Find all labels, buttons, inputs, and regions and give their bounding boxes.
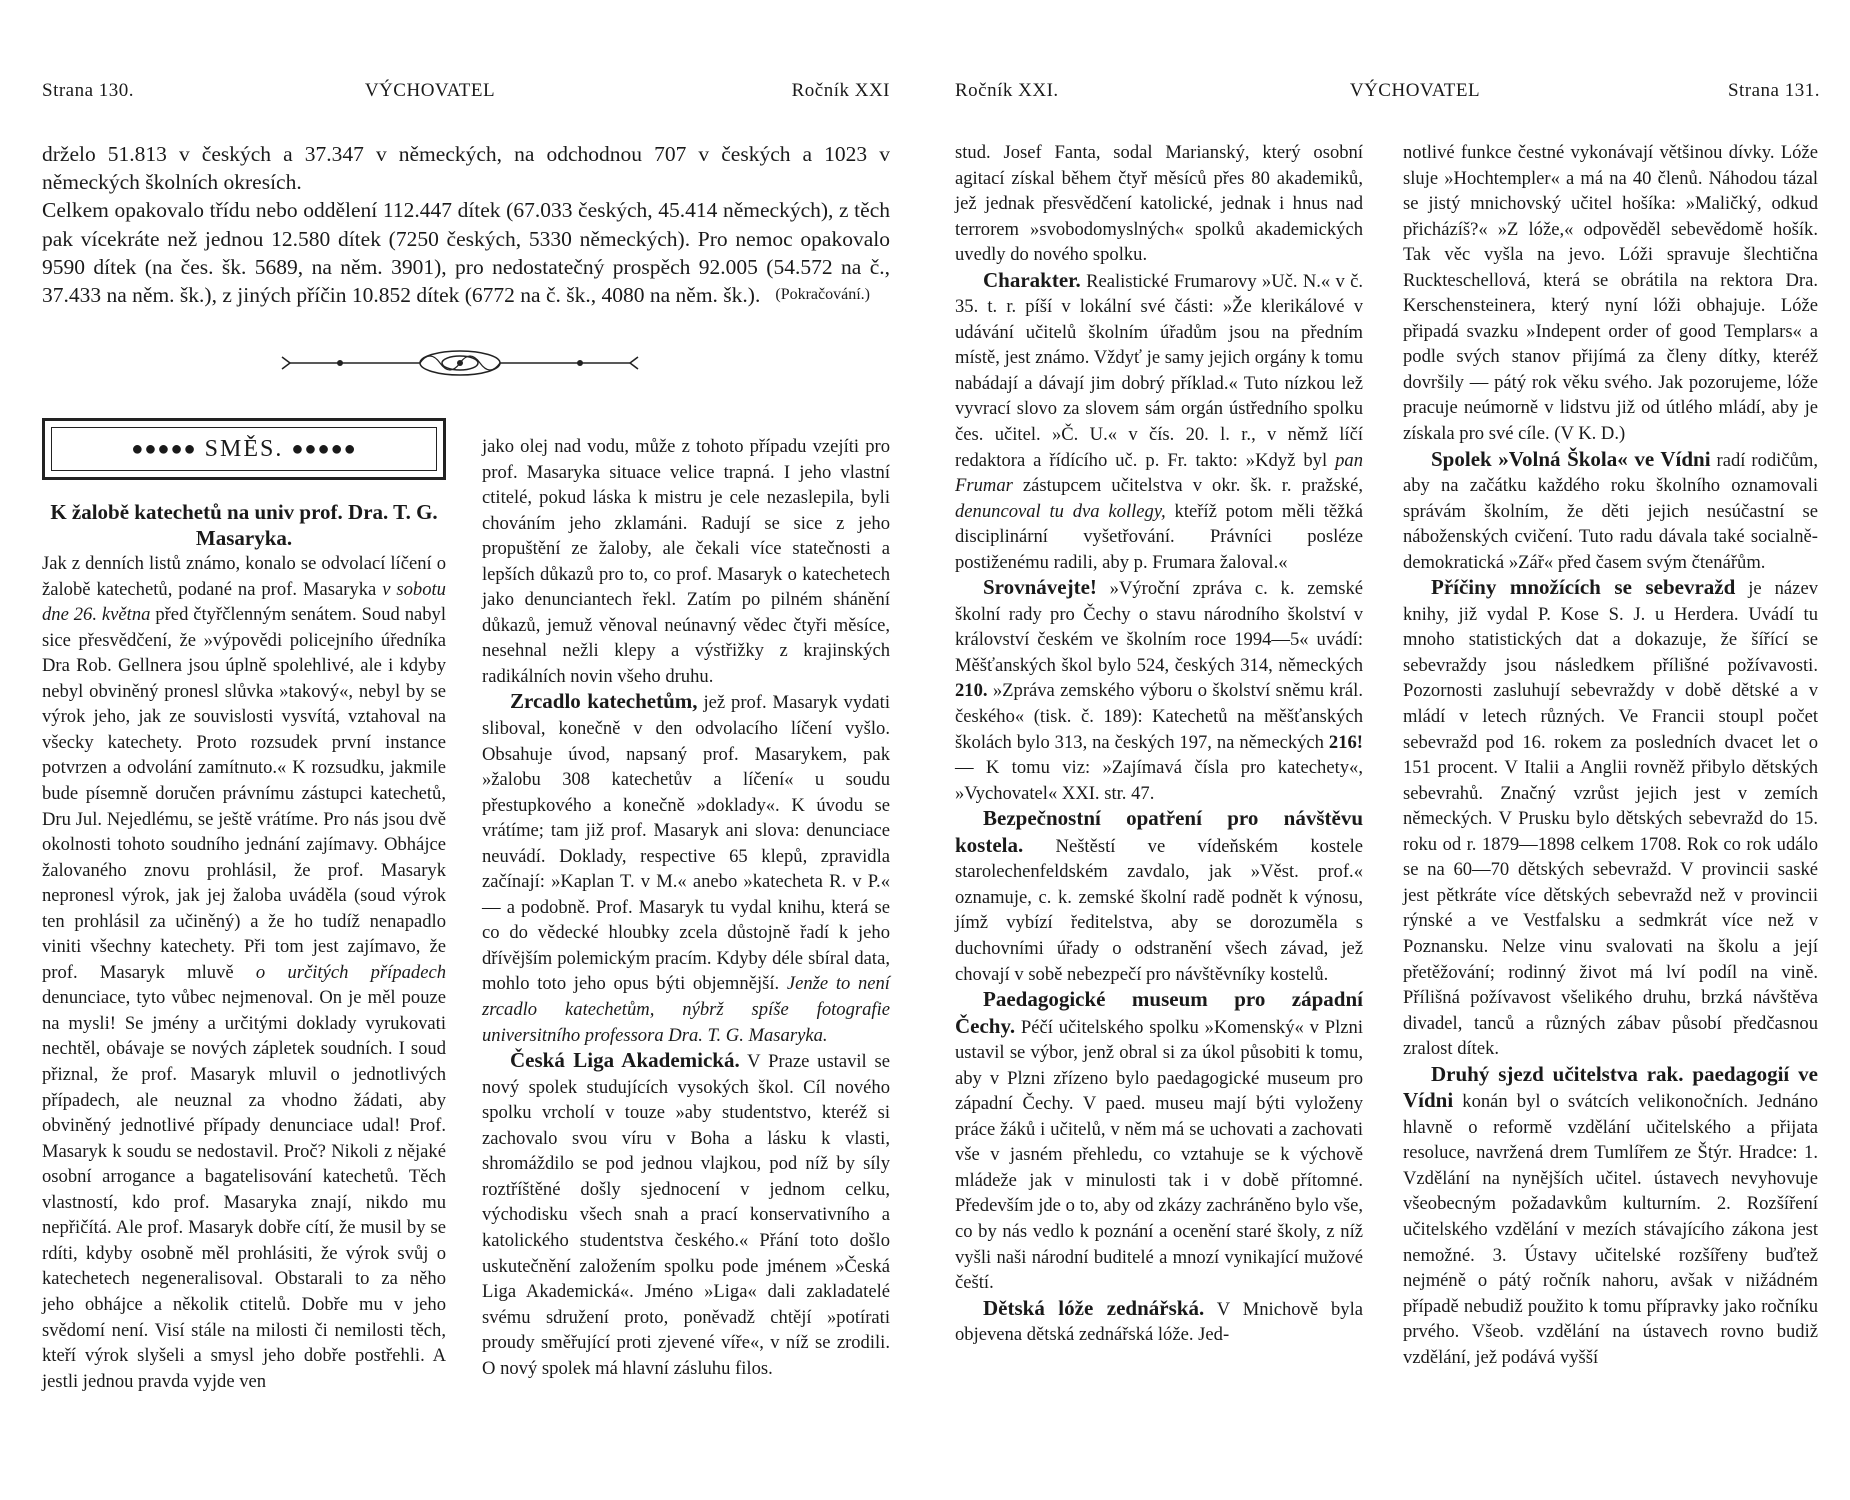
- right-column-2: [1403, 140, 1818, 1370]
- article-zrcadlo: [482, 689, 890, 1048]
- article-sjezd-heading: Druhý sjezd učitelstva rak. paedagogií ve Vídni: [1403, 1061, 1818, 1113]
- article-loze: [955, 1296, 1363, 1348]
- article-loze-heading: Dětská lóže zednářská.: [983, 1295, 1205, 1320]
- volume-right: Ročník XXI.: [955, 80, 1059, 101]
- article-sebevrazdy-text: je název knihy, již vydal P. Kose S. J. u Herdera. Uvádí tu mnoho statistických dat a dokazuje, že šířící se sebevraždy jsou následkem přílišné požívavosti. Pozornosti zasluhují sebevraždy v době dětské a v mládí v letech různých. Ve Francii stoupl počet sebevražd pod 16. rokem za posledních dvacet let o 151 procent. V Italii a Anglii rovněž přibylo dětských sebevrahů. Značný vzrůst jejich jest v zemích německých. V Prusku bylo dětských sebevražd do 15. roku od r. 1879—1898 celkem 1708. Rok co rok událo se na 60—70 dětských sebevražd. V provincii saské jest pětkráte více dětských sebevražd než v provincii rýnské a ve Vestfalsku a sedmkrát více než v Poznansku. Nelze vinu svalovati na školu a její přetěžování; rodinný život má lví podíl na vině. Přílišná požívavost všelikého druhu, brzká návštěva divadel, tanců a různých zábav působí předčasnou zralost dítek.: [1403, 578, 1818, 1060]
- article-masaryk-text-a: Jak z denních listů známo, konalo se odvolací líčení o žalobě katechetů, podané na prof. Masaryka: [42, 553, 446, 600]
- article-zrcadlo-heading: Zrcadlo katechetům,: [510, 689, 698, 714]
- article-liga-cont: stud. Josef Fanta, sodal Marianský, který osobní agitací získal během čtyř měsíců přes 80 akademiků, jež jednak přesvědčení katolické, jednak i hnus nad terrorem »svobodomyslných« spolků akademických uvedly do nového spolku.: [955, 142, 1363, 266]
- article-museum-text: Péčí učitelského spolku »Komenský« v Plzni ustavil se výbor, jenž obral si za úkol působiti k tomu, aby v Plzni zřízeno bylo paedagogické museum pro západní Čechy. V paed. museu mají býti vyloženy práce žáků i učitelů, v něm má se uchovati a zachovati vše v jasném přehledu, co vztahuje se k výchově mládeže jak v minulosti tak i v době přítomné. Především jde o to, aby od zkázy zachráněno bylo vše, co by nás vedlo k poznání a ocenění staré školy, z níž vyšli naši národní buditelé a mnozí vynikající mužové čeští.: [955, 1016, 1363, 1294]
- article-museum: [955, 987, 1363, 1296]
- journal-title-left: VÝCHOVATEL: [364, 80, 496, 101]
- top-paragraph-2: [42, 196, 890, 309]
- article-sjezd: [1403, 1062, 1818, 1371]
- article-masaryk-heading: K žalobě katechetů na univ prof. Dra. T. G. Masaryka.: [50, 500, 438, 550]
- left-column-1: [42, 500, 446, 1394]
- article-charakter-text-b: zástupcem učitelstva v okr. šk. r. pražské,: [1012, 475, 1363, 497]
- top-paragraph-2-text: Celkem opakovalo třídu nebo oddělení 112.447 dítek (67.033 českých, 45.414 německých), z těch pak vícekráte než jednou 12.580 dítek (7250 českých, 5330 německých). Pro nemoc opakovalo 9590 dítek (na čes. šk. 5689, na něm. 3901), pro nedostatečný prospěch 92.005 (54.572 na č., 37.433 na něm. šk.), z jiných příčin 10.852 dítek (6772 na č. šk., 4080 na něm. šk.).: [42, 198, 890, 308]
- number-210: 210.: [955, 680, 988, 702]
- article-liga-heading: Česká Liga Akademická.: [510, 1048, 740, 1073]
- article-sebevrazdy-heading: Příčiny množících se sebevražd: [1431, 575, 1736, 600]
- article-charakter: [955, 268, 1363, 576]
- journal-title-right: VÝCHOVATEL: [1349, 80, 1481, 101]
- smes-dots-right: ●●●●●: [291, 437, 357, 460]
- smes-inner: [51, 427, 437, 471]
- article-bezpecnost: [955, 806, 1363, 987]
- article-zrcadlo-text: jež prof. Masaryk vydati sliboval, konečně v den odvolacího líčení vyšlo. Obsahuje úvod, napsaný prof. Masarykem, pak »žalobu 308 katechetův a líčení« u soudu přestupkového a konečně »doklady«. K úvodu se vrátíme; tam již prof. Masaryk ani slova: denunciace neuvádí. Doklady, respective 65 klepů, zpravidla začínají: »Kaplan T. v M.« anebo »katecheta R. v P.« — a podobně. Prof. Masaryk tu vydal knihu, která se co do vědecké hloubky zcela důstojně řadí k jeho dřívějším polemickým pracím. Kdyby déle sbíral data, mohlo toto jeho opus býti objemnější.: [482, 692, 890, 995]
- article-volna-skola: [1403, 447, 1818, 576]
- article-sjezd-text: konán byl o svátcích velikonočních. Jednáno hlavně o reformě vzdělání učitelského a přijata resoluce, navržená drem Tumlířem ze Štýr. Hradce: 1. Vzdělání na nynějších učitel. ústavech nevyhovuje všeobecným požadavkům kulturním. 2. Rozšíření učitelského vzdělání v mezích stávajícího zákona jest nemožné. 3. Ústavy učitelské rozšířeny buďtež nejméně o pátý ročník nahoru, avšak v nižádném případě nebudiž použito k tomu přípravky jako ročníku prvého. Všeob. vzdělání na ústavech rovno budiž vzdělání, jež podává vyšší: [1403, 1091, 1818, 1368]
- article-masaryk-emph: o určitých případech: [255, 961, 447, 983]
- ornament-divider: [270, 343, 650, 383]
- article-loze-cont: notlivé funkce čestné vykonávají většinou dívky. Lóže sluje »Hochtempler« a má na 40 členů. Náhodou tázal se jistý mnichovský učitel hošíka: »Maličký, odkud přicházíš?« »Z lóže,« odpověděl sebevědomě hošík. Tak věc vyšla na jevo. Lóži spravuje šlechtična Ruckteschellová, která se obrátila na rektora Dra. Kerschensteinera, který nyní lóži obhajuje. Lóže připadá svazku »Indepent order of good Templars« a podle svých stanov přijímá za členy dítky, kteréž dovršily — pátý rok věku svého. Jak pozorujeme, lóže pracuje neúmorně v lidstvu již od útlého mládí, aby je získala pro své cíle. (V K. D.): [1403, 142, 1818, 445]
- article-srovnavejte-text-b: »Zpráva zemského výboru o školství sněmu král. českého« (tisk. č. 189): Katechetů na měšťanských školách bylo 313, na českých 197, na německých: [955, 680, 1363, 753]
- right-page: [925, 0, 1850, 1500]
- article-volna-skola-text: radí rodičům, aby na začátku každého roku školního oznamovali správám školním, že děti jejich nesúčastní se náboženských cvičení. Tuto radu dávala také socialně-demokratická »Zář« před časem svým čtenářům.: [1403, 449, 1818, 573]
- article-charakter-heading: Charakter.: [983, 267, 1081, 292]
- article-masaryk-text-c: denunciace, tyto vůbec nejmenoval. On je měl pouze na mysli! Se jmény a určitými doklady vyrukovati nechtěl, obávaje se nových zápletek soudních. I soud přiznal, že prof. Masaryk mluvil o jednotlivých případech, ale neuznal za vhodno žádati, aby obviněný jednotlivé případy denunciace udal! Prof. Masaryk k soudu se nedostavil. Proč? Nikoli z nějaké osobní arrogance a bagatelisování katechetů. Těch vlastností, kdo prof. Masaryka znají, nikdo mu nepřičítá. Ale prof. Masaryk dobře cítí, že musil by se rdíti, kdyby osobně měl prohlásiti, že výrok svůj o katechetech negeneralisoval. Obstarali to za něho jeho obhájce a několik ctitelů. Dobře mu v jeho svědomí není. Visí stále na milosti či nemilosti těch, kteří výrok slyšeli a smysl jeho dobře postřehli. A jestli jednou pravda vyjde ven: [42, 987, 446, 1392]
- article-charakter-text-a: Realistické Frumarovy »Uč. N.« v č. 35. t. r. píší v lokální své části: »Že klerikálové v udávání učitelů školním úřadům jsou na předním místě, jest známo. Vždyť je samy jejich orgány k tomu nabádají a dávají jim dobrý příklad.« Tuto nízkou lež vyvrací slovo za slovem sám orgán ústředního spolku čes. učitel. »Č. U.« v čís. 20. l. r., v němž líčí redaktora a řídícího uč. p. Fr. takto: »Když byl: [955, 270, 1363, 471]
- article-srovnavejte-heading: Srovnávejte!: [983, 575, 1097, 600]
- article-museum-heading: Paedagogické museum pro západní Čechy.: [955, 987, 1363, 1038]
- article-masaryk: [42, 500, 446, 1394]
- article-charakter-emph-2: denuncoval tu dva kollegy,: [955, 500, 1166, 522]
- page-number-left: Strana 130.: [42, 80, 135, 101]
- continued-note: (Pokračování.): [775, 286, 870, 304]
- article-srovnavejte-text-c: — K tomu viz: »Zajímavá čísla pro katechety«, »Vychovatel« XXI. str. 47.: [955, 757, 1363, 804]
- smes-section-box: [42, 418, 446, 480]
- left-column-2: [482, 434, 890, 1381]
- article-zrcadlo-emph: Jenže to není zrcadlo katechetům, nýbrž spíše fotografie universitního professora Dra. T. G. Masaryka.: [482, 973, 890, 1046]
- number-216: 216!: [1328, 731, 1363, 753]
- smes-title: SMĚS.: [204, 435, 284, 462]
- right-column-1: [955, 140, 1363, 1348]
- article-bezpecnost-text: Neštěstí ve vídeňském kostele starolechenfeldském zavdalo, jak »Věst. prof.« oznamuje, c. k. zemské školní radě podnět k výnosu, jímž vybízí ředitelstva, aby se dorozuměla s duchovními úřady o odstranění všech závad, jež chovají v sobě nebezpečí pro návštěvníky kostelů.: [955, 835, 1363, 985]
- top-paragraph-1: drželo 51.813 v českých a 37.347 v německých, na odchodnou 707 v českých a 1023 v německých školních okresích.: [42, 142, 890, 195]
- article-srovnavejte: [955, 575, 1363, 806]
- article-loze-text: V Mnichově byla objevena dětská zednářská lóže. Jed-: [955, 1298, 1364, 1346]
- article-bezpecnost-heading: Bezpečnostní opatření pro návštěvu kostela.: [955, 806, 1363, 857]
- article-charakter-text-c: kteříž potom měli těžká disciplinární vyšetřování. Právníci posléze postiženému radili, aby p. Frumara žaloval.«: [955, 500, 1363, 573]
- article-sebevrazdy: [1403, 575, 1818, 1061]
- article-charakter-emph-1: pan Frumar: [955, 449, 1363, 497]
- article-liga: [482, 1048, 890, 1381]
- article-masaryk-date: v sobotu dne 26. května: [42, 578, 446, 626]
- smes-dots-left: ●●●●●: [131, 437, 197, 460]
- article-masaryk-text-b: před čtyřčlenným senátem. Soud nabyl sice přesvědčení, že »výpovědi policejního úředníka Dra Rob. Gellnera jsou úplně spolehlivé, ale i kdyby nebyl obviněný pronesl slůvka »takový«, nebyl by se výrok jeho, jak ze souvislosti vysvítá, vztahoval na všecky katechety. Proto rozsudek první instance potvrzen a odvolání zamítnuto.« K rozsudku, jakmile bude písemně doručen právnímu zástupci katechetů, Dru Jul. Nejedlému, se ještě vrátíme. Pro nás jsou dvě okolnosti tohoto soudního jednání zajímavy. Obhájce žalovaného znovu prohlásil, že prof. Masaryk nepronesl výrok, jak jej žaloba uváděla (soud výrok ten prohlásil za učiněný) a že ho tudíž nenapadlo viniti všechny katechety. Při tom jest zajímavo, že prof. Masaryk mluvě: [42, 604, 447, 983]
- page-number-right: Strana 131.: [1727, 80, 1820, 101]
- top-paragraphs: [42, 140, 890, 309]
- article-srovnavejte-text-a: »Výroční zpráva c. k. zemské školní rady pro Čechy o stavu národního školství v království českém ve školním roce 1994—5« uvádí: Měšťanských škol bylo 524, českých 314, německých: [955, 578, 1363, 676]
- volume-left: Ročník XXI: [791, 80, 890, 101]
- article-liga-text: V Praze ustavil se nový spolek studujících vysokých škol. Cíl nového spolku vrcholí v touze »aby studentstvo, kteréž si zachovalo svou víru v Boha a lásku k vlasti, shromáždilo se pod jednou vlajkou, pod níž by síly roztříštěné došly sjednocení v jednom celku, východisku všech snah a prací konservativního a katolického studentstva českého.« Přání toto došlo uskutečnění založením spolku pode jménem »Česká Liga Akademická«. Jméno »Liga« dali zakladatelé svému sdružení proto, poněvadž chtějí »potírati proudy směřující proti zjevené víře«, v níž se zrodili. O nový spolek má hlavní zásluhu filos.: [482, 1051, 890, 1379]
- article-masaryk-cont: jako olej nad vodu, může z tohoto případu vzejíti pro prof. Masaryka situace velice trapná. I jeho vlastní ctitelé, pokud láska k mistru je cele nezaslepila, byli chováním jeho zklamáni. Radují se sice z jeho propuštění ze žaloby, ale čekali více statečnosti a lepších důkazů pro to, co prof. Masaryk o katechetech jako denunciantech řekl. Zatím po pilném shánění důkazů, jemuž věnoval neúnavný vědec čtyři měsíce, nesehnal nežli klepy a výstřižky z krajinských radikálních novin všeho druhu.: [482, 436, 890, 687]
- article-volna-skola-heading: Spolek »Volná Škola« ve Vídni: [1431, 446, 1711, 471]
